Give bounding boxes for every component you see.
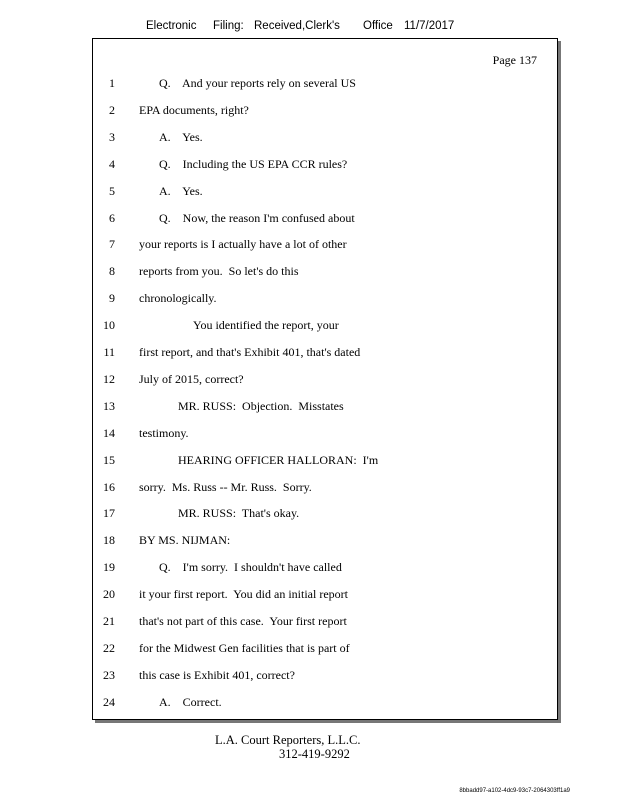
- transcript-line-text: A. Correct.: [159, 694, 222, 709]
- transcript-line-text: A. Yes.: [159, 183, 203, 198]
- footer-company: L.A. Court Reporters, L.L.C.: [215, 733, 361, 747]
- filing-word-received-clerks: Received,Clerk's: [254, 20, 340, 32]
- transcript-line-text: first report, and that's Exhibit 401, that's dated: [139, 345, 361, 359]
- electronic-filing-header: [0, 20, 618, 38]
- filing-word-filing: Filing:: [213, 20, 244, 32]
- footer-phone: 312-419-9292: [279, 747, 350, 761]
- line-number: 15: [103, 452, 115, 467]
- line-number: 13: [103, 398, 115, 413]
- line-number: 23: [103, 667, 115, 682]
- transcript-line-text: this case is Exhibit 401, correct?: [139, 667, 295, 682]
- line-number: 10: [103, 318, 115, 333]
- transcript-line-text: A. Yes.: [159, 129, 203, 144]
- transcript-line-text: for the Midwest Gen facilities that is part of: [139, 640, 350, 655]
- line-number: 5: [109, 183, 115, 198]
- document-id: 8bbadd97-a102-4dc9-93c7-2064303ff1a9: [459, 788, 570, 794]
- line-number: 6: [109, 210, 115, 225]
- transcript-page: [92, 38, 558, 720]
- line-number: 22: [103, 640, 115, 655]
- line-number: 2: [109, 102, 115, 117]
- line-number: 1: [109, 76, 115, 90]
- transcript-line-text: HEARING OFFICER HALLORAN: I'm: [178, 452, 379, 467]
- filing-date: 11/7/2017: [404, 20, 455, 32]
- transcript-line-text: BY MS. NIJMAN:: [139, 533, 231, 548]
- transcript-line-text: MR. RUSS: Objection. Misstates: [178, 398, 344, 413]
- transcript-line-text: Q. Now, the reason I'm confused about: [159, 210, 355, 225]
- transcript-line-text: it your first report. You did an initial report: [139, 587, 348, 602]
- transcript-line-text: sorry. Ms. Russ -- Mr. Russ. Sorry.: [139, 479, 312, 494]
- transcript-line-text: that's not part of this case. Your first report: [139, 614, 347, 628]
- line-number: 20: [103, 587, 115, 602]
- line-number: 3: [109, 129, 115, 144]
- line-number: 4: [109, 156, 115, 171]
- line-number: 24: [103, 694, 115, 709]
- line-number: 19: [103, 560, 115, 575]
- transcript-line-text: July of 2015, correct?: [139, 371, 244, 386]
- transcript-line-text: You identified the report, your: [193, 318, 339, 333]
- transcript-line-text: EPA documents, right?: [139, 102, 249, 117]
- line-number: 14: [103, 425, 115, 440]
- transcript-line-text: Q. I'm sorry. I shouldn't have called: [159, 560, 342, 575]
- transcript-line-text: your reports is I actually have a lot of other: [139, 237, 347, 252]
- transcript-line-text: MR. RUSS: That's okay.: [178, 506, 300, 521]
- filing-word-office: Office: [363, 20, 393, 32]
- line-number: 11: [103, 345, 115, 359]
- line-number: 21: [103, 614, 115, 628]
- line-number: 17: [103, 506, 115, 521]
- transcript-line-text: Q. Including the US EPA CCR rules?: [159, 156, 348, 171]
- transcript-line-text: testimony.: [139, 425, 189, 440]
- transcript-line-text: chronologically.: [139, 291, 217, 306]
- line-number: 18: [103, 533, 115, 548]
- line-number: 9: [109, 291, 115, 306]
- line-number: 8: [109, 264, 115, 279]
- line-number: 12: [103, 371, 115, 386]
- line-number: 7: [109, 237, 115, 252]
- page-number: Page 137: [492, 53, 537, 67]
- filing-word-electronic: Electronic: [146, 20, 197, 32]
- line-number: 16: [103, 479, 115, 494]
- transcript-line-text: reports from you. So let's do this: [139, 264, 299, 279]
- transcript-line-text: Q. And your reports rely on several US: [159, 76, 356, 90]
